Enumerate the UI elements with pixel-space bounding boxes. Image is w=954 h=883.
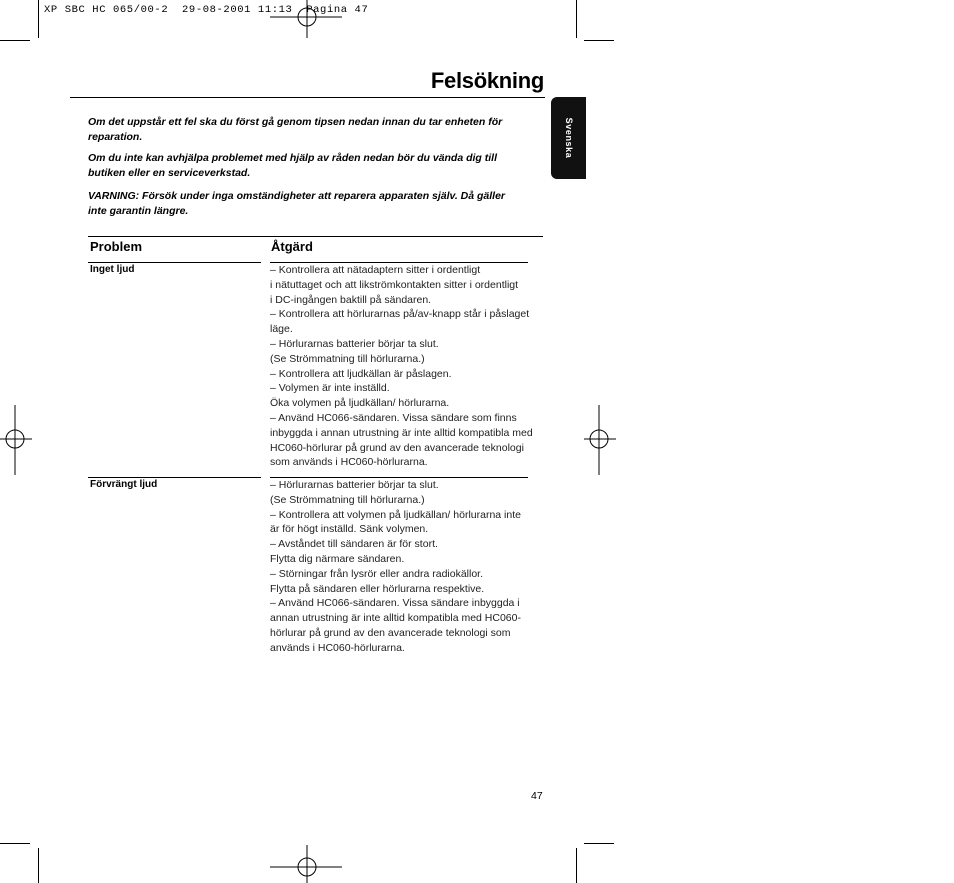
column-header-problem: Problem: [90, 239, 143, 254]
remedy-line: Öka volymen på ljudkällan/ hörlurarna.: [270, 397, 450, 410]
intro-paragraph-2: [88, 151, 540, 181]
remedy-line: – Störningar från lysrör eller andra radiokällor.: [270, 567, 484, 580]
remedy-line: Flytta dig närmare sändaren.: [270, 552, 405, 565]
table-top-rule: [88, 236, 543, 237]
intro-line: inte garantin längre.: [88, 205, 189, 217]
remedy-line: (Se Strömmatning till hörlurarna.): [270, 352, 425, 365]
registration-mark-left: [0, 405, 32, 475]
remedy-line: hörlurar på grund av den avancerade teknologi som: [270, 626, 511, 639]
row-rule-problem: [88, 262, 261, 263]
language-tab: [551, 97, 586, 179]
row-rule-problem: [88, 477, 261, 478]
page-number: 47: [531, 790, 543, 802]
intro-line: Om du inte kan avhjälpa problemet med hjälp av råden nedan bör du vända dig till: [88, 152, 497, 164]
remedy-line: läge.: [270, 323, 293, 336]
remedy-line: är för högt inställd. Sänk volymen.: [270, 523, 429, 536]
page-title: Felsökning: [430, 68, 544, 93]
registration-mark-top: [270, 0, 342, 40]
remedy-line: – Kontrollera att nätadaptern sitter i ordentligt: [270, 264, 481, 276]
remedy-block: [270, 263, 545, 470]
intro-line: Om det uppstår ett fel ska du först gå genom tipsen nedan innan du tar enheten för: [88, 116, 503, 128]
remedy-line: – Avståndet till sändaren är för stort.: [270, 538, 438, 551]
registration-mark-bottom: [270, 845, 342, 883]
remedy-line: HC060-hörlurar på grund av den avancerade teknologi: [270, 441, 524, 454]
remedy-line: som används i HC060-hörlurarna.: [270, 456, 428, 469]
registration-mark-right: [584, 405, 616, 475]
warning-paragraph: [88, 189, 540, 219]
intro-line: butiken eller en serviceverkstad.: [88, 167, 251, 179]
intro-line: VARNING: Försök under inga omständigheter att reparera apparaten själv. Då gäller: [88, 190, 506, 202]
remedy-line: Flytta på sändaren eller hörlurarna respektive.: [270, 582, 485, 595]
problem-label: Förvrängt ljud: [90, 479, 158, 490]
remedy-line: (Se Strömmatning till hörlurarna.): [270, 493, 425, 506]
remedy-line: – Använd HC066-sändaren. Vissa sändare som finns: [270, 411, 517, 424]
title-rule: [70, 97, 545, 98]
remedy-line: – Kontrollera att volymen på ljudkällan/ hörlurarna inte: [270, 508, 521, 521]
intro-line: reparation.: [88, 131, 143, 143]
remedy-line: – Hörlurarnas batterier börjar ta slut.: [270, 337, 439, 350]
problem-label: Inget ljud: [90, 264, 135, 275]
language-tab-label: Svenska: [563, 117, 574, 159]
remedy-line: – Kontrollera att hörlurarnas på/av-knapp står i påslaget: [270, 308, 530, 321]
intro-paragraph-1: [88, 115, 540, 145]
remedy-line: – Kontrollera att ljudkällan är påslagen.: [270, 367, 452, 380]
remedy-line: – Hörlurarnas batterier börjar ta slut.: [270, 479, 439, 491]
print-slug: XP SBC HC 065/00-2 29-08-2001 11:13 Pagina 47: [44, 4, 369, 16]
remedy-line: i DC-ingången baktill på sändaren.: [270, 293, 432, 306]
remedy-line: inbyggda i annan utrustning är inte alltid kompatibla med: [270, 426, 533, 439]
remedy-line: används i HC060-hörlurarna.: [270, 641, 405, 654]
remedy-line: – Volymen är inte inställd.: [270, 382, 390, 395]
remedy-block: [270, 478, 545, 656]
remedy-line: i nätuttaget och att likströmkontakten sitter i ordentligt: [270, 278, 519, 291]
remedy-line: – Använd HC066-sändaren. Vissa sändare inbyggda i: [270, 597, 520, 610]
remedy-line: annan utrustning är inte alltid kompatibla med HC060-: [270, 612, 521, 625]
column-header-action: Åtgärd: [271, 239, 313, 254]
